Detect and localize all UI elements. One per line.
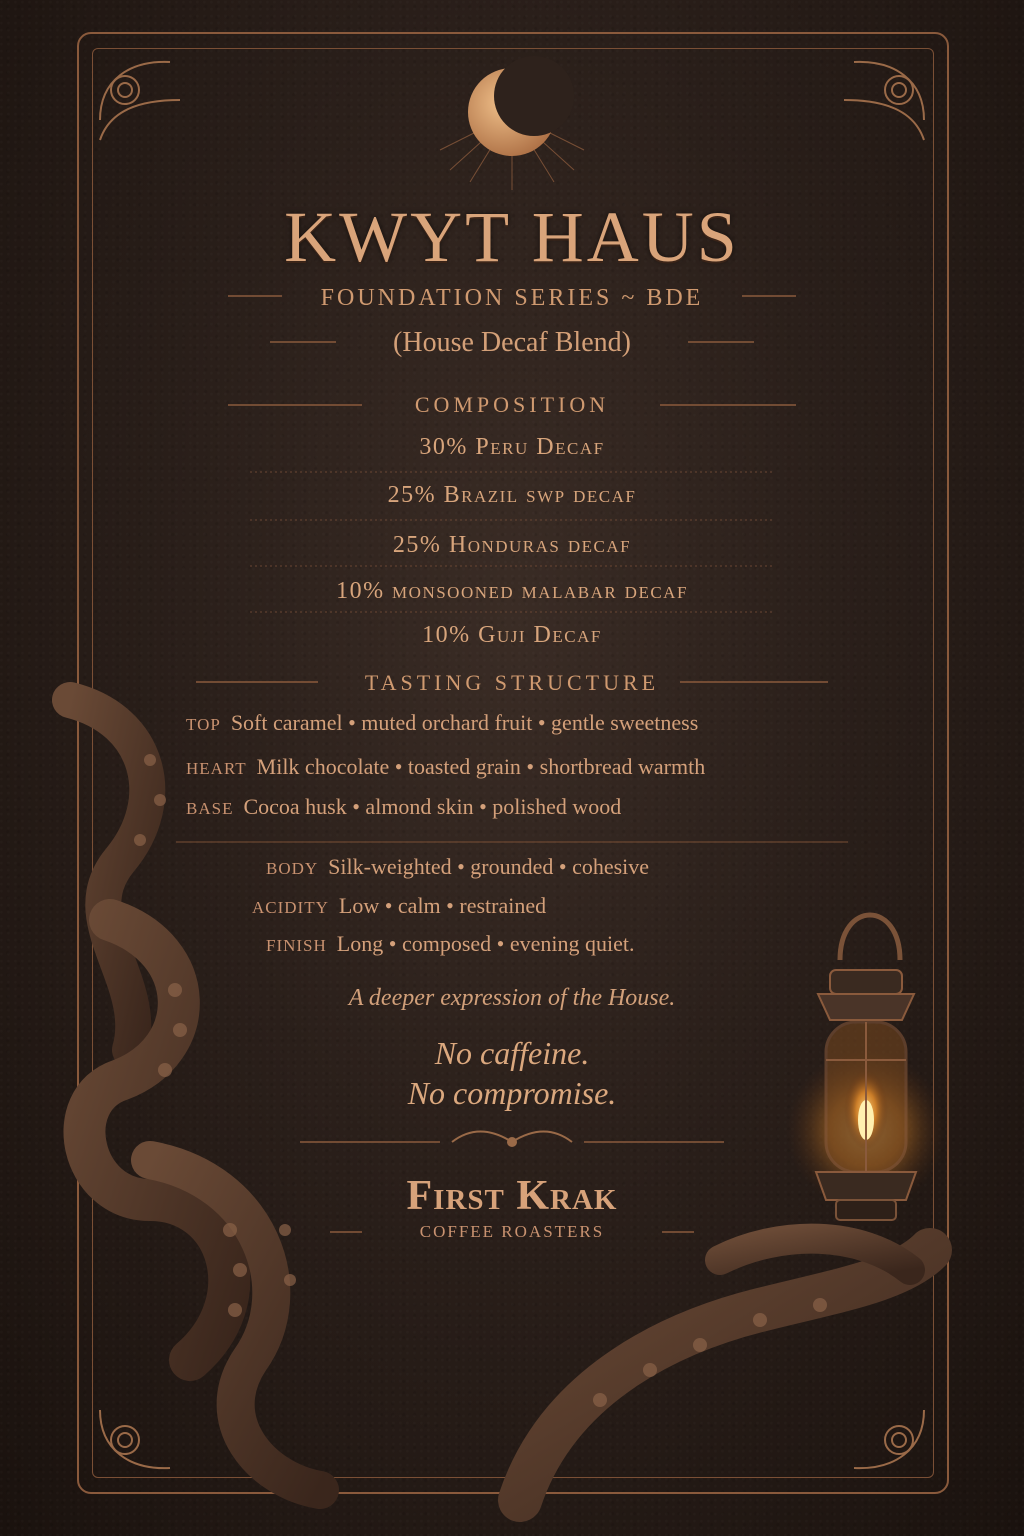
profile-label: FINISH: [266, 936, 327, 955]
composition-heading: COMPOSITION: [414, 392, 610, 417]
tasting-note-top: [186, 710, 698, 736]
composition-item: 10% monsooned malabar decaf: [336, 578, 688, 604]
profile-text: Long • composed • evening quiet.: [336, 931, 635, 956]
roaster-name: First Krak: [406, 1173, 618, 1219]
profile-body: [266, 854, 649, 880]
tasting-text: Cocoa husk • almond skin • polished wood: [243, 794, 622, 819]
tasting-label: TOP: [186, 715, 221, 734]
profile-acidity: [252, 893, 546, 919]
filigree-corner-bl: [100, 1410, 170, 1468]
profile-text: Low • calm • restrained: [338, 893, 547, 918]
profile-finish: [266, 931, 634, 957]
footer-ornament: [452, 1132, 572, 1147]
tasting-heading: TASTING STRUCTURE: [364, 670, 660, 695]
filigree-corner-tl: [100, 62, 180, 140]
blend-subtitle: (House Decaf Blend): [393, 327, 631, 358]
series-label: FOUNDATION SERIES ~ BDE: [320, 285, 704, 311]
filigree-corner-br: [854, 1410, 924, 1468]
tasting-text: Milk chocolate • toasted grain • shortbread warmth: [256, 754, 706, 779]
composition-item: 25% Brazil swp decaf: [387, 482, 637, 508]
promise-line-2: No compromise.: [407, 1075, 617, 1111]
roaster-subtitle: COFFEE ROASTERS: [419, 1222, 605, 1241]
profile-label: BODY: [266, 859, 319, 878]
brand-title: KWYT HAUS: [284, 197, 740, 277]
tasting-text: Soft caramel • muted orchard fruit • gentle sweetness: [230, 710, 699, 735]
tagline: A deeper expression of the House.: [348, 985, 676, 1011]
composition-item: 10% Guji Decaf: [422, 622, 602, 648]
profile-label: ACIDITY: [252, 898, 329, 917]
tasting-label: HEART: [186, 759, 247, 778]
filigree-corner-tr: [844, 62, 924, 140]
composition-item: 25% Honduras decaf: [392, 532, 632, 558]
composition-item: 30% Peru Decaf: [419, 434, 605, 460]
tasting-label: BASE: [186, 799, 234, 818]
tasting-note-base: [186, 794, 621, 820]
tentacle-decoration-right: [520, 1239, 930, 1500]
profile-text: Silk-weighted • grounded • cohesive: [328, 854, 650, 879]
crescent-moon-icon: [468, 56, 574, 156]
promise-line-1: No caffeine.: [434, 1035, 590, 1071]
tasting-note-heart: [186, 754, 705, 780]
